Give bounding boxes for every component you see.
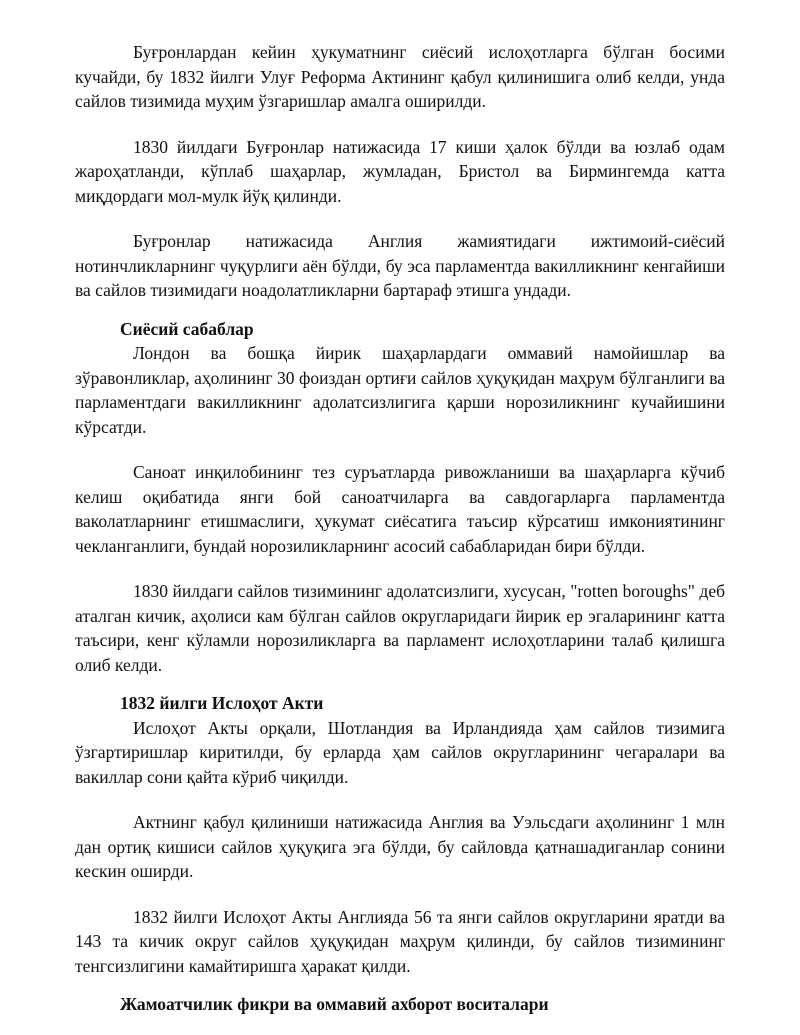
paragraph: 1830 йилдаги Буғронлар натижасида 17 киши ҳалок бўлди ва юзлаб одам жароҳатланди, кўплаб шаҳарлар, жумладан, Бристол ва Бирмингемда катта миқдордаги мол-мулк йўқ қилинди.: [75, 136, 725, 206]
paragraph: Ислоҳот Акты орқали, Шотландия ва Ирландияда ҳам сайлов тизимига ўзгартиришлар киритилди, бу ерларда ҳам сайлов округларининг чегаралари ва вакиллар сони қайта кўриб чиқилди.: [75, 717, 725, 787]
paragraph: Саноат инқилобининг тез суръатларда ривожланиши ва шаҳарларга кўчиб келиш оқибатида янги бой саноатчиларга ва савдогарларга парламентда ваколатларнинг етишмаслиги, ҳукумат сиёсатига таъсир кўрсатиш имкониятининг чекланганлиги, бундай норозиликларнинг асосий сабабларидан бири бўлди.: [75, 462, 725, 556]
section-heading-political-causes: Сиёсий сабаблар: [120, 318, 254, 339]
paragraph: Буғронлардан кейин ҳукуматнинг сиёсий ислоҳотларга бўлган босими кучайди, бу 1832 йилги Улуғ Реформа Актининг қабул қилинишига олиб келди, унда сайлов тизимида муҳим ўзгаришлар амалга оширилди.: [75, 42, 725, 111]
paragraph: Лондон ва бошқа йирик шаҳарлардаги оммавий намойишлар ва зўравонликлар, аҳолининг 30 фоиздан ортиғи сайлов ҳуқуқидан маҳрум бўлганлиги ва парламентдаги вакилликнинг адолатсизлигига қарши норозиликнинг кучайишини кўрсатди.: [75, 343, 725, 437]
paragraph: Буғронлар натижасида Англия жамиятидаги ижтимоий-сиёсий нотинчликларнинг чуқурлиги аён бўлди, бу эса парламентда вакилликнинг кенгайиши ва сайлов тизимидаги ноадолатликларни бартараф этишга ундади.: [75, 231, 725, 300]
paragraph: 1832 йилги Ислоҳот Акты Англияда 56 та янги сайлов округларини яратди ва 143 та кичик округ сайлов ҳуқуқидан маҳрум қилинди, бу сайлов тизимининг тенгсизлигини камайтиришга ҳаракат қилди.: [75, 906, 725, 976]
section-heading-reform-act: 1832 йилги Ислоҳот Акти: [120, 693, 324, 713]
section-heading-public-opinion-media: Жамоатчилик фикри ва оммавий ахборот воситалари: [120, 994, 549, 1014]
paragraph: Актнинг қабул қилиниши натижасида Англия ва Уэльсдаги аҳолининг 1 млн дан ортиқ кишиси сайлов ҳуқуқига эга бўлди, бу сайловда қатнашадиганлар сонини кескин оширди.: [75, 812, 725, 881]
paragraph: 1830 йилдаги сайлов тизимининг адолатсизлиги, хусусан, "rotten boroughs" деб аталган кичик, аҳолиси кам бўлган сайлов округларидаги йирик ер эгаларининг катта таъсири, кенг кўламли норозиликларга ва парламент ислоҳотларини талаб қилишга олиб келди.: [75, 581, 725, 675]
document-page: [75, 40, 725, 1017]
